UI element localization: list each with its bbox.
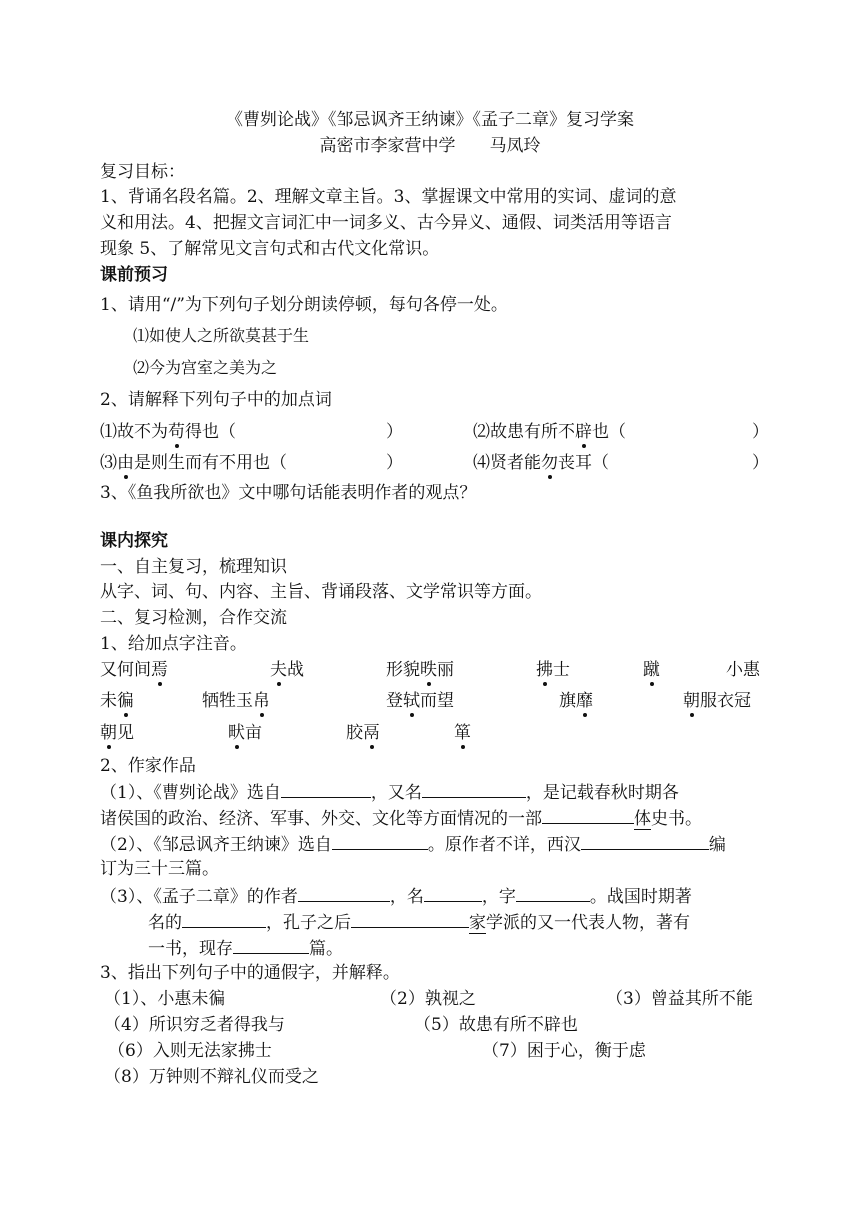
inquiry-p1: 1、给加点字注音。 xyxy=(100,634,247,654)
preview-q2: 2、请解释下列句子中的加点词 xyxy=(100,390,332,410)
q2-item-4-pre: ⑷贤者能 xyxy=(473,453,541,473)
works-text: 篇。 xyxy=(309,939,343,959)
phonetic-post: 见 xyxy=(117,723,134,743)
phonetic-dotted: 靡 xyxy=(576,691,593,711)
preview-q3: 3、《鱼我所欲也》文中哪句话能表明作者的观点？ xyxy=(100,483,477,503)
q2-item-3 xyxy=(100,451,287,475)
phonetic-post: 丽 xyxy=(437,660,454,680)
phonetic-item xyxy=(643,658,660,682)
answer-blank[interactable] xyxy=(542,805,634,824)
q2-item-3-post: 是则生而有不用也（ xyxy=(134,453,287,473)
answer-blank[interactable] xyxy=(422,779,526,798)
works-text: 编 xyxy=(708,835,726,855)
goals-line-2: 义和用法。4、把握文言词汇中一词多义、古今异义、通假、词类活用等语言 xyxy=(100,213,672,233)
phonetic-dotted: 朝 xyxy=(683,691,700,711)
works-text: ，孔子之后 xyxy=(266,913,351,933)
phonetic-pre: 形貌 xyxy=(386,660,420,680)
inquiry-s2: 二、复习检测，合作交流 xyxy=(100,608,287,628)
works-text: 史书。 xyxy=(651,809,702,829)
phonetic-pre: 胶 xyxy=(346,723,363,743)
inquiry-s1: 一、自主复习，梳理知识 xyxy=(100,557,287,577)
phonetic-item xyxy=(100,658,168,682)
answer-blank[interactable] xyxy=(233,935,309,954)
q2-item-2-pre: ⑵故患有所不 xyxy=(473,422,575,442)
phonetic-item xyxy=(454,721,471,745)
goals-heading: 复习目标： xyxy=(100,162,185,182)
q2-item-4-post: 丧耳（ xyxy=(558,453,609,473)
phonetic-item xyxy=(100,689,134,713)
phonetic-post: 而望 xyxy=(420,691,454,711)
works-text: （3）、《孟子二章》的作者 xyxy=(100,887,298,907)
q2-item-1-post: 得也（ xyxy=(185,422,236,442)
tongjia-item-7: （7）困于心，衡于虑 xyxy=(482,1041,646,1061)
phonetic-item xyxy=(536,658,570,682)
q2-item-1-dotted: 苟 xyxy=(168,422,185,442)
works-line-6 xyxy=(148,909,690,935)
works-text: 体 xyxy=(634,809,651,829)
tongjia-item-2: （2）孰视之 xyxy=(380,989,476,1009)
phonetic-pre: 未 xyxy=(100,691,117,711)
phonetic-item xyxy=(386,658,454,682)
phonetic-item xyxy=(346,721,380,745)
phonetic-dotted: 夫 xyxy=(270,660,287,680)
tongjia-item-6: （6）入则无法家拂士 xyxy=(108,1041,272,1061)
works-line-2 xyxy=(100,805,702,831)
tongjia-item-4: （4）所识穷乏者得我与 xyxy=(104,1015,285,1035)
q2-item-2-dotted: 辟 xyxy=(575,422,592,442)
inquiry-heading: 课内探究 xyxy=(100,531,168,551)
inquiry-s1-text: 从字、词、句、内容、主旨、背诵段落、文学常识等方面。 xyxy=(100,582,542,602)
q2-item-3-pre: ⑶ xyxy=(100,453,117,473)
phonetic-dotted: 轼 xyxy=(403,691,420,711)
works-text: ，名 xyxy=(389,887,424,907)
q2-item-3-close: ） xyxy=(386,453,403,473)
works-line-3 xyxy=(100,831,726,857)
works-line-1 xyxy=(100,779,679,805)
phonetic-dotted: 徧 xyxy=(117,691,134,711)
phonetic-dotted: 焉 xyxy=(151,660,168,680)
q2-item-2 xyxy=(473,420,626,444)
phonetic-item xyxy=(386,689,454,713)
phonetic-post: 服衣冠 xyxy=(700,691,751,711)
phonetic-pre: 登 xyxy=(386,691,403,711)
works-text: 诸侯国的政治、经济、军事、外交、文化等方面情况的一部 xyxy=(100,809,542,829)
author-line: 高密市李家营中学 马凤玲 xyxy=(319,136,541,156)
phonetic-dotted: 畎 xyxy=(228,723,245,743)
works-text: 家 xyxy=(469,913,486,933)
phonetic-dotted: 鬲 xyxy=(363,723,380,743)
phonetic-dotted: 蹴 xyxy=(643,660,660,680)
q2-item-4 xyxy=(473,451,609,475)
works-text: 名的 xyxy=(148,913,182,933)
works-text: 。战国时期著 xyxy=(589,887,692,907)
phonetic-item xyxy=(726,658,760,682)
goals-line-1: 1、背诵名段名篇。2、理解文章主旨。3、掌握课文中常用的实词、虚词的意 xyxy=(100,187,677,207)
phonetic-item xyxy=(202,689,270,713)
tongjia-item-8: （8）万钟则不辩礼仪而受之 xyxy=(104,1067,319,1087)
preview-q1-b: ⑵今为宫室之美为之 xyxy=(133,358,278,377)
goals-line-3: 现象 5、了解常见文言句式和古代文化常识。 xyxy=(100,239,440,259)
document-title: 《曹刿论战》《邹忌讽齐王纳谏》《孟子二章》复习学案 xyxy=(226,110,634,130)
works-text: （2）、《邹忌讽齐王纳谏》选自 xyxy=(100,835,332,855)
works-line-7 xyxy=(148,935,343,961)
phonetic-item xyxy=(270,658,304,682)
works-text: 一书，现存 xyxy=(148,939,233,959)
phonetic-pre: 又何间 xyxy=(100,660,151,680)
phonetic-item xyxy=(683,689,751,713)
q2-item-1-pre: ⑴故不为 xyxy=(100,422,168,442)
inquiry-p2: 2、作家作品 xyxy=(100,756,196,776)
phonetic-dotted: 拂 xyxy=(536,660,553,680)
works-text: ，字 xyxy=(481,887,516,907)
preview-q1: 1、请用“/”为下列句子划分朗读停顿，每句各停一处。 xyxy=(100,295,508,315)
q2-item-1-close: ） xyxy=(386,422,403,442)
answer-blank[interactable] xyxy=(182,909,266,928)
q2-item-4-close: ） xyxy=(752,453,769,473)
tongjia-item-5: （5）故患有所不辟也 xyxy=(414,1015,578,1035)
q2-item-1 xyxy=(100,420,236,444)
answer-blank[interactable] xyxy=(298,883,390,902)
phonetic-item xyxy=(100,721,134,745)
phonetic-dotted: 昳 xyxy=(420,660,437,680)
phonetic-pre: 旗 xyxy=(559,691,576,711)
phonetic-pre: 小惠 xyxy=(726,660,760,680)
works-text: ，又名 xyxy=(370,783,422,803)
phonetic-item xyxy=(559,689,593,713)
tongjia-item-1: （1）、小惠未徧 xyxy=(104,989,226,1009)
preview-heading: 课前预习 xyxy=(100,265,168,285)
preview-q1-a: ⑴如使人之所欲莫甚于生 xyxy=(133,326,310,345)
phonetic-item xyxy=(228,721,262,745)
phonetic-dotted: 朝 xyxy=(100,723,117,743)
tongjia-item-3: （3）曾益其所不能 xyxy=(606,989,753,1009)
answer-blank[interactable] xyxy=(424,883,482,902)
answer-blank[interactable] xyxy=(332,831,428,850)
works-text: 。原作者不详，西汉 xyxy=(427,835,581,855)
phonetic-post: 亩 xyxy=(245,723,262,743)
answer-blank[interactable] xyxy=(581,831,709,850)
works-text: ，是记载春秋时期各 xyxy=(525,783,679,803)
works-text: （1）、《曹刿论战》选自 xyxy=(100,783,281,803)
phonetic-post: 士 xyxy=(553,660,570,680)
works-text: 学派的又一代表人物，著有 xyxy=(486,913,690,933)
phonetic-post: 战 xyxy=(287,660,304,680)
q2-item-2-close: ） xyxy=(752,422,769,442)
phonetic-dotted: 帛 xyxy=(253,691,270,711)
q2-item-4-dotted: 勿 xyxy=(541,453,558,473)
works-line-5 xyxy=(100,883,692,909)
q2-item-2-post: 也（ xyxy=(592,422,626,442)
answer-blank[interactable] xyxy=(351,909,469,928)
answer-blank[interactable] xyxy=(516,883,590,902)
q2-item-3-dotted: 由 xyxy=(117,453,134,473)
inquiry-p3: 3、指出下列句子中的通假字，并解释。 xyxy=(100,963,400,983)
phonetic-dotted: 箪 xyxy=(454,723,471,743)
answer-blank[interactable] xyxy=(281,779,371,798)
phonetic-pre: 牺牲玉 xyxy=(202,691,253,711)
works-line-4: 订为三十三篇。 xyxy=(100,859,219,879)
